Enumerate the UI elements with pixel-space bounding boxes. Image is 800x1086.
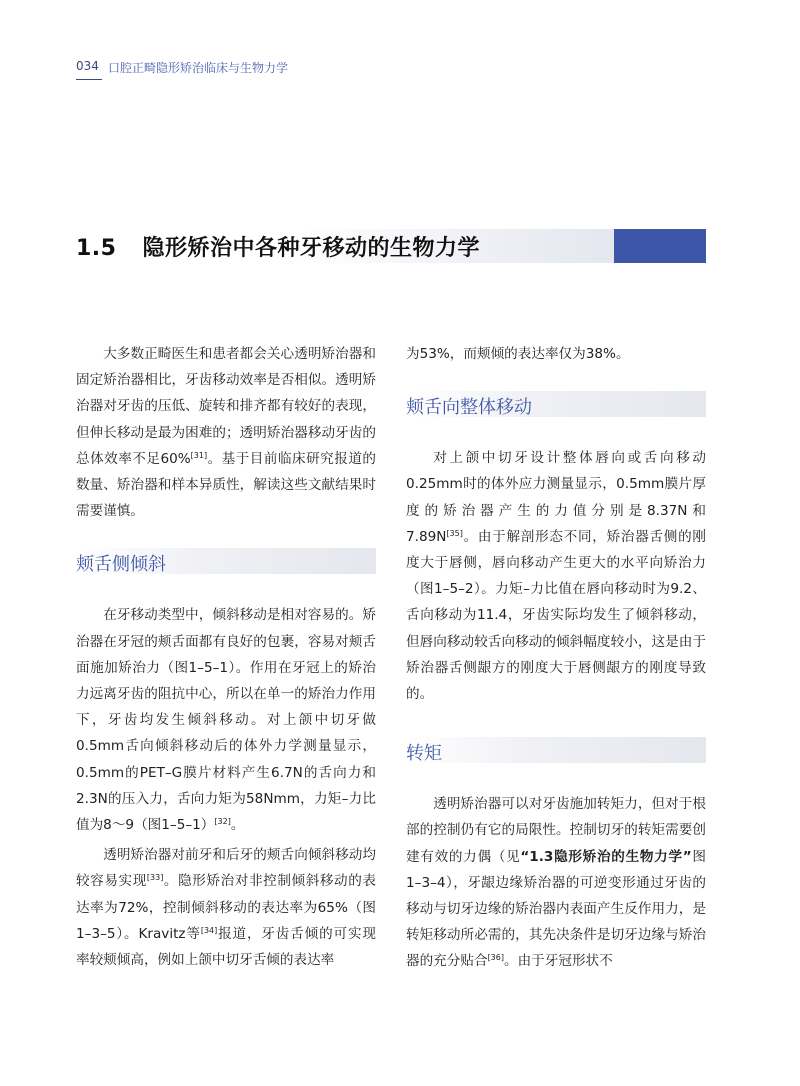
chapter-heading — [76, 231, 480, 262]
tipping-paragraph-1: 在牙移动类型中，倾斜移动是相对容易的。矫治器在牙冠的颊舌面都有良好的包裹，容易对颊舌面施加矫治力（图1–5–1）。作用在牙冠上的矫治力远离牙齿的阻抗中心，所以在单一的矫治力作用下，牙齿均发生倾斜移动。对上颌中切牙做0.5mm舌向倾斜移动后的体外力学测量显示，0.5mm的PET–G膜片材料产生6.7N的舌向力和2.3N的压入力，舌向力矩为58Nmm，力矩–力比值为8～9（图1–5–1）[32]。 — [76, 607, 376, 834]
section-title: 颊舌向整体移动 — [406, 397, 532, 419]
section-title: 颊舌侧倾斜 — [76, 554, 166, 576]
chapter-accent-block — [614, 229, 706, 263]
chapter-title: 隐形矫治中各种牙移动的生物力学 — [142, 236, 480, 261]
page-number-rule — [76, 79, 102, 80]
citation[interactable]: [35] — [446, 528, 463, 538]
continued-paragraph: 为53%，而颊倾的表达率仅为38%。 — [406, 346, 630, 362]
citation[interactable]: [34] — [200, 925, 218, 935]
tipping-paragraph-2: 透明矫治器对前牙和后牙的颊舌向倾斜移动均较容易实现[33]。隐形矫治对非控制倾斜移动的表达率为72%，控制倾斜移动的表达率为65%（图1–3–5）。Kravitz等[34]报道，牙齿舌倾的可实现率较颊倾高，例如上颌中切牙舌倾的表达率 — [76, 847, 377, 969]
right-column — [406, 341, 706, 975]
chapter-number: 1.5 — [76, 236, 117, 261]
citation[interactable]: [32] — [214, 817, 231, 827]
intro-paragraph: 大多数正畸医生和患者都会关心透明矫治器和固定矫治器相比，牙齿移动效率是否相似。透明矫治器对牙齿的压低、旋转和排齐都有较好的表现，但伸长移动是最为困难的；透明矫治器移动牙齿的总体效率不足60%[31]。基于目前临床研究报道的数量、矫治器和样本异质性，解读这些文献结果时需要谨慎。 — [76, 346, 376, 520]
citation[interactable]: [31] — [190, 450, 208, 460]
section-title: 转矩 — [406, 743, 442, 765]
section-heading-torque — [406, 737, 706, 763]
bodily-movement-paragraph: 对上颌中切牙设计整体唇向或舌向移动0.25mm时的体外应力测量显示，0.5mm膜片厚度的矫治器产生的力值分别是8.37N和7.89N[35]。由于解剖形态不同，矫治器舌侧的刚度大于唇侧，唇向移动产生更大的水平向矫治力（图1–5–2）。力矩–力比值在唇向移动时为9.2、舌向移动为11.4，牙齿实际均发生了倾斜移动，但唇向移动较舌向移动的倾斜幅度较小，这是由于矫治器舌侧龈方的刚度大于唇侧龈方的刚度导致的。 — [406, 450, 706, 703]
section-heading-buccolingual-tipping — [76, 548, 376, 574]
running-header-title: 口腔正畸隐形矫治临床与生物力学 — [108, 61, 289, 75]
page-number: 034 — [76, 59, 99, 73]
citation[interactable]: [36] — [487, 953, 504, 963]
left-column — [76, 341, 376, 973]
citation[interactable]: [33] — [146, 873, 164, 883]
torque-paragraph: 透明矫治器可以对牙齿施加转矩力，但对于根部的控制仍有它的局限性。控制切牙的转矩需要创建有效的力偶（见“1.3隐形矫治的生物力学”图1–3–4），牙龈边缘矫治器的可逆变形通过牙齿的移动与切牙边缘的矫治器内表面产生反作用力，是转矩移动所必需的，其先决条件是切牙边缘与矫治器的充分贴合[36]。由于牙冠形状不 — [406, 796, 706, 970]
section-heading-bodily-movement — [406, 391, 706, 417]
cross-reference[interactable]: “1.3隐形矫治的生物力学” — [520, 848, 692, 865]
